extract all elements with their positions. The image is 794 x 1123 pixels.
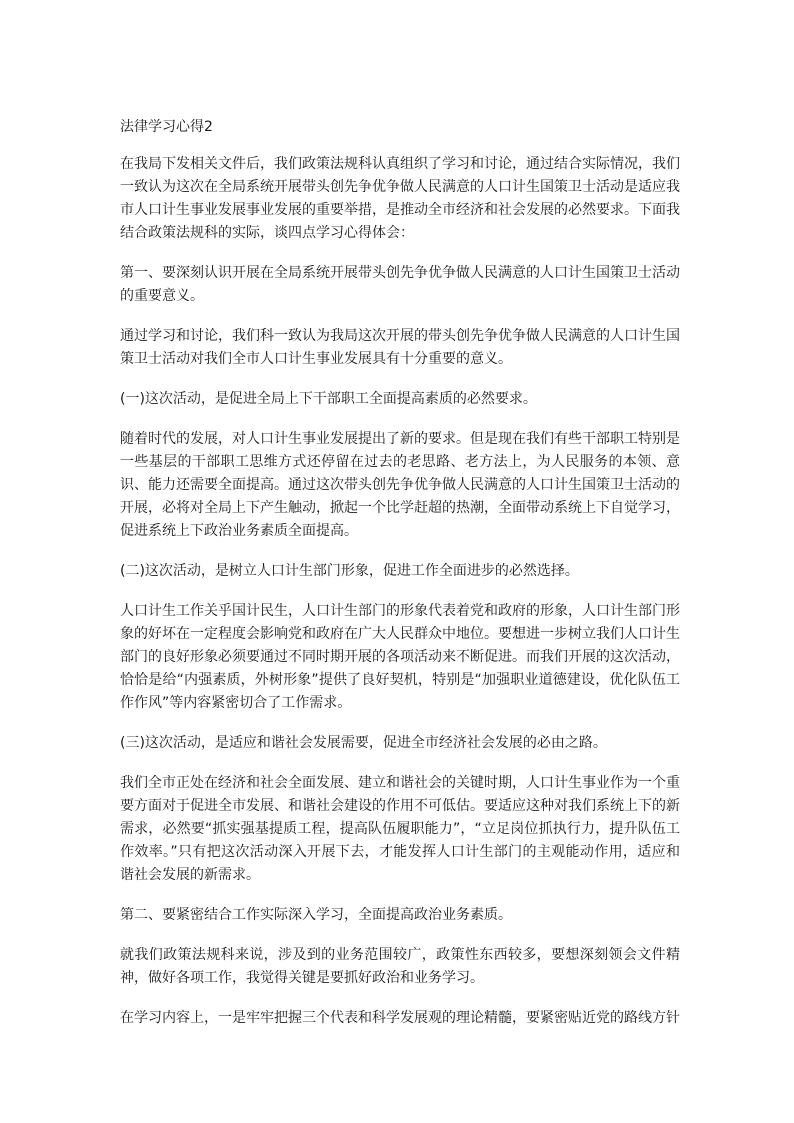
paragraph: 我们全市正处在经济和社会全面发展、建立和谐社会的关键时期，人口计生事业作为一个重要方面对于促进全市发展、和谐社会建设的作用不可低估。要适应这种对我们系统上下的新需求，必然要“抓实强基提质工程，提高队伍履职能力”，“立足岗位抓执行力，提升队伍工作效率。”只有把这次活动深入开展下去，才能发挥人口计生部门的主观能动作用，适应和谐社会发展的新需求。 bbox=[120, 775, 680, 883]
paragraph-point-one-heading: 第一、要深刻认识开展在全局系统开展带头创先争优争做人民满意的人口计生国策卫士活动的重要意义。 bbox=[120, 265, 680, 304]
paragraph: 就我们政策法规科来说，涉及到的业务范围较广，政策性东西较多，要想深刻领会文件精神，做好各项工作，我觉得关键是要抓好政治和业务学习。 bbox=[120, 947, 680, 986]
document-page bbox=[120, 116, 680, 1047]
paragraph-truncated: 在学习内容上，一是牢牢把握三个代表和科学发展观的理论精髓，要紧密贴近党的路线方针 bbox=[120, 1010, 680, 1026]
paragraph-subheading-1: (一)这次活动，是促进全局上下干部职工全面提高素质的必然要求。 bbox=[120, 391, 537, 407]
document-title: 法律学习心得2 bbox=[120, 119, 213, 135]
paragraph-point-two-heading: 第二、要紧密结合工作实际深入学习，全面提高政治业务素质。 bbox=[120, 907, 512, 923]
paragraph: 随着时代的发展，对人口计生事业发展提出了新的要求。但是现在我们有些干部职工特别是一些基层的干部职工思维方式还停留在过去的老思路、老方法上，为人民服务的本领、意识、能力还需要全面提高。通过这次带头创先争优争做人民满意的人口计生国策卫士活动的开展，必将对全局上下产生触动，掀起一个比学赶超的热潮，全面带动系统上下自觉学习，促进系统上下政治业务素质全面提高。 bbox=[120, 431, 680, 539]
paragraph: 通过学习和讨论，我们科一致认为我局这次开展的带头创先争优争做人民满意的人口计生国策卫士活动对我们全市人口计生事业发展具有十分重要的意义。 bbox=[120, 328, 680, 367]
paragraph-subheading-3: (三)这次活动，是适应和谐社会发展需要，促进全市经济社会发展的必由之路。 bbox=[120, 735, 607, 751]
paragraph-subheading-2: (二)这次活动，是树立人口计生部门形象，促进工作全面进步的必然选择。 bbox=[120, 563, 579, 579]
paragraph-intro: 在我局下发相关文件后，我们政策法规科认真组织了学习和讨论，通过结合实际情况，我们一致认为这次在全局系统开展带头创先争优争做人民满意的人口计生国策卫士活动是适应我市人口计生事业发展事业发展的重要举措，是推动全市经济和社会发展的必然要求。下面我结合政策法规科的实际，谈四点学习心得体会： bbox=[120, 156, 680, 241]
paragraph: 人口计生工作关乎国计民生，人口计生部门的形象代表着党和政府的形象，人口计生部门形象的好坏在一定程度会影响党和政府在广大人民群众中地位。要想进一步树立我们人口计生部门的良好形象必须要通过不同时期开展的各项活动来不断促进。而我们开展的这次活动，恰恰是给“内强素质，外树形象”提供了良好契机，特别是“加强职业道德建设，优化队伍工作作风”等内容紧密切合了工作需求。 bbox=[120, 603, 680, 711]
